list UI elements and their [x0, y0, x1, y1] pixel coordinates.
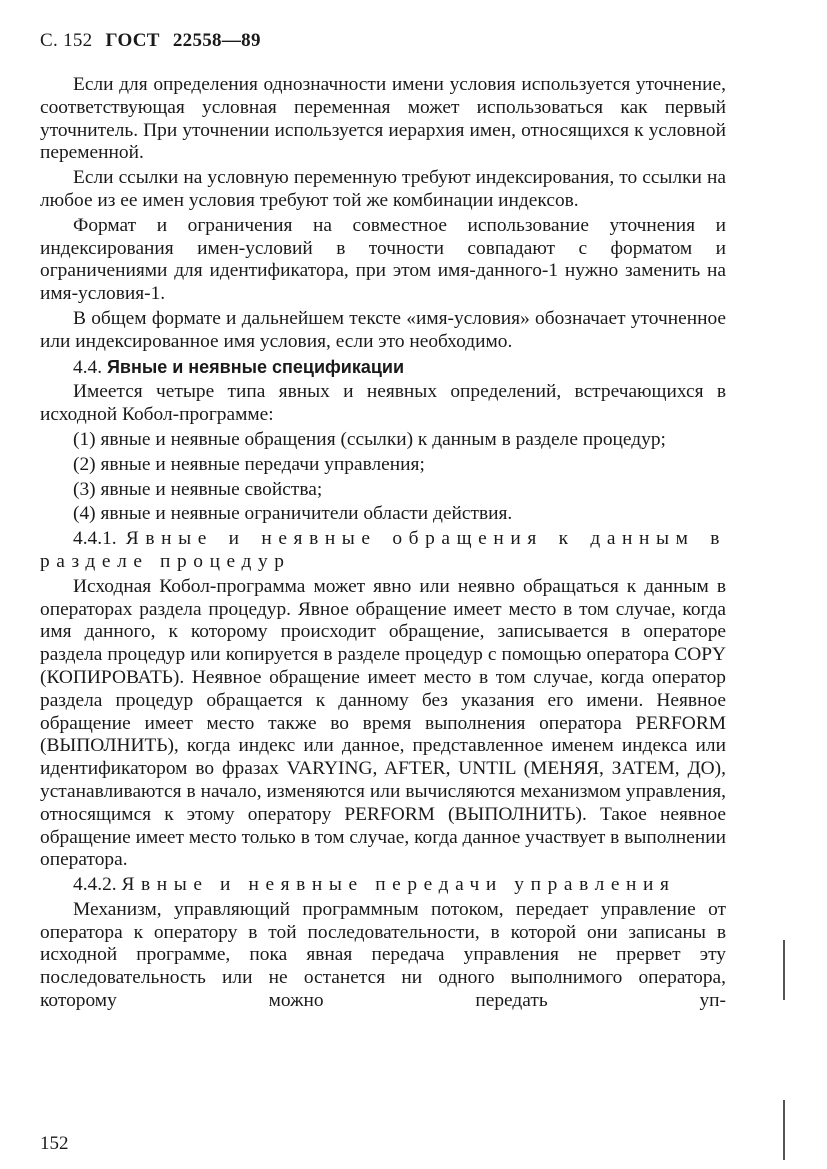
- list-item: (1) явные и неявные обращения (ссылки) к данным в разделе процедур;: [73, 428, 666, 450]
- paragraph-condition-name: В общем формате и дальнейшем тексте «имя-условия» обозначает уточненное или индексированное имя условия, если это необходимо.: [40, 307, 726, 352]
- subsection-body: Исходная Кобол-программа может явно или неявно обращаться к данным в операторах раздела процедур. Явное обращение имеет место в том случае, когда имя данного, к которому происходит обращение, записывается в операторе раздела процедур или копируется в разделе процедур с помощью оператора COPY (КОПИРОВАТЬ). Неявное обращение имеет место в том случае, когда оператор раздела процедур обращается к данному без указания его имени. Неявное обращение имеет место также во время выполнения оператора PERFORM (ВЫПОЛНИТЬ), когда индекс или данное, представленное именем индекса или идентификатором во фразах VARYING, AFTER, UNTIL (МЕНЯЯ, ЗАТЕМ, ДО), устанавливаются в начало, изменяются или вычисляются механизмом управления, относящимся к этому оператору PERFORM (ВЫПОЛНИТЬ). Такое неявное обращение имеет место только в том случае, когда данное участвует в выполнении оператора.: [40, 575, 726, 871]
- scan-margin-mark: [783, 1100, 785, 1160]
- page-content: [40, 74, 726, 1015]
- standard-number: 22558—89: [172, 30, 261, 51]
- subsection-title: Явные и неявные передачи управления: [121, 874, 676, 896]
- subsection-heading-4-4-1: [40, 528, 726, 574]
- subsection-number: 4.4.1.: [73, 528, 117, 550]
- section-title: Явные и неявные спецификации: [106, 356, 405, 377]
- list-item: (2) явные и неявные передачи управления;: [73, 453, 425, 475]
- subsection-number: 4.4.2.: [73, 874, 117, 896]
- list-item: (4) явные и неявные ограничители области действия.: [73, 503, 513, 525]
- paragraph-format: Формат и ограничения на совместное использование уточнения и индексирования имен-условий в точности совпадают с форматом и ограничениями для идентификатора, при этом имя-данного-1 нужно заменить на имя-условия-1.: [40, 214, 726, 305]
- scan-margin-mark: [783, 940, 785, 1000]
- page-prefix: С. 152: [40, 30, 93, 51]
- page-number: 152: [40, 1133, 69, 1154]
- paragraph-qualification: Если для определения однозначности имени условия используется уточнение, соответствующая условная переменная может использоваться как первый уточнитель. При уточнении используется иерархия имен, относящихся к условной переменной.: [40, 74, 726, 164]
- standard-label: ГОСТ: [105, 30, 160, 51]
- spec-type-list: [40, 429, 726, 526]
- list-item: (3) явные и неявные свойства;: [73, 478, 323, 500]
- subsection-title: Явные и неявные обращения к данным в разделе процедур: [40, 528, 726, 572]
- subsection-heading-4-4-2: [40, 874, 726, 897]
- section-intro: Имеется четыре типа явных и неявных определений, встречающихся в исходной Кобол-программе:: [40, 381, 726, 426]
- paragraph-indexing: Если ссылки на условную переменную требуют индексирования, то ссылки на любое из ее имен условия требуют той же комбинации индексов.: [40, 167, 726, 211]
- section-number: 4.4.: [73, 356, 103, 378]
- page-header: [40, 30, 261, 52]
- section-heading-4-4: [40, 356, 726, 380]
- subsection-body: Механизм, управляющий программным потоком, передает управление от оператора к оператору в той последовательности, в которой они записаны в исходной программе, пока явная передача управления не прервет эту последовательность или не останется ни одного выполнимого оператора, которому можно передать уп-: [40, 898, 726, 1012]
